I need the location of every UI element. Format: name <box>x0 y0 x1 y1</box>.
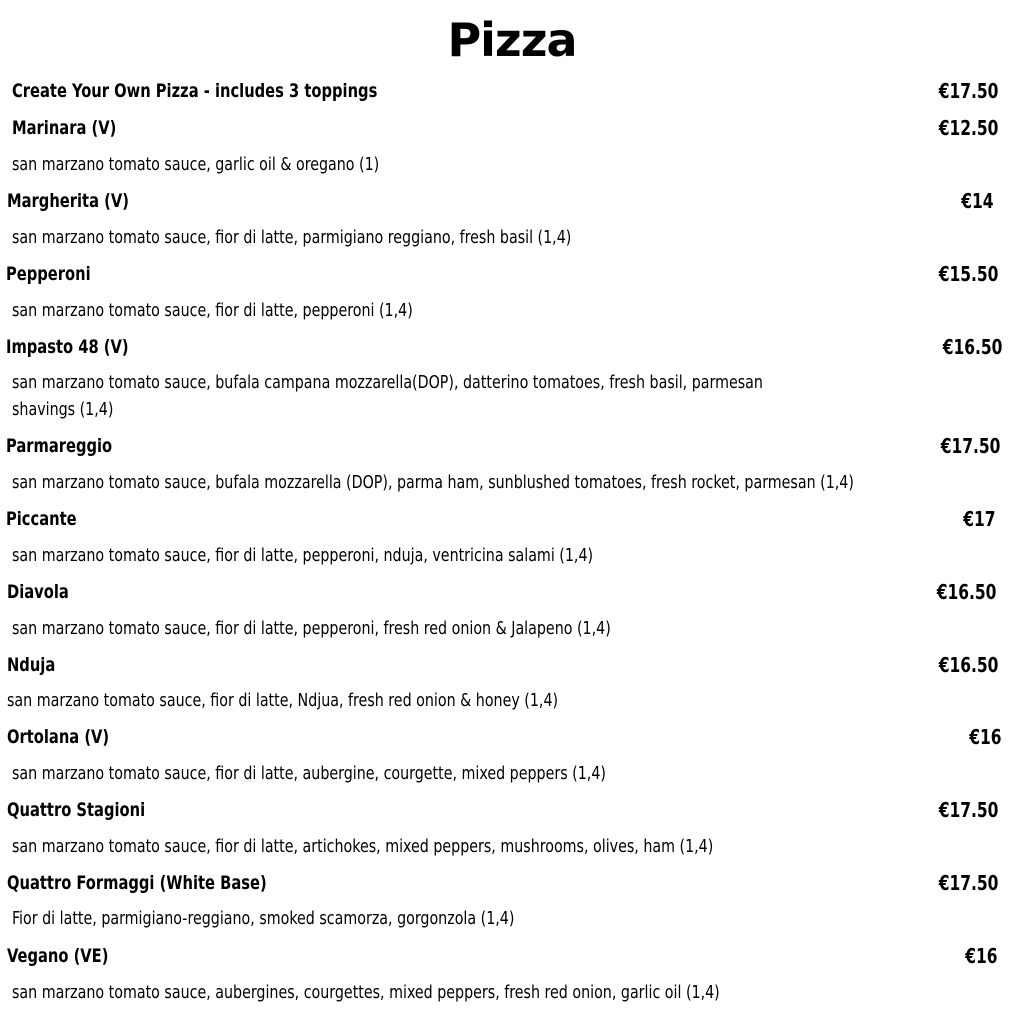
item-price: €16 <box>969 725 1002 749</box>
item-price: €16.50 <box>938 653 998 677</box>
menu-item <box>0 724 1024 788</box>
item-description: san marzano tomato sauce, fior di latte, parmigiano reggiano, fresh basil (1,4) <box>12 227 572 248</box>
item-price: €17.50 <box>938 79 998 103</box>
item-price: €17.50 <box>940 434 1000 458</box>
menu-item <box>0 115 1024 179</box>
item-description: san marzano tomato sauce, bufala mozzarella (DOP), parma ham, sunblushed tomatoes, fresh rocket, parmesan (1,4) <box>12 472 854 493</box>
item-description: san marzano tomato sauce, fior di latte, Ndjua, fresh red onion & honey (1,4) <box>7 690 559 711</box>
menu-item <box>0 870 1024 934</box>
item-price: €12.50 <box>938 116 998 140</box>
item-price: €14 <box>961 189 994 213</box>
menu-item <box>0 261 1024 325</box>
item-price: €17.50 <box>938 798 998 822</box>
item-description-continued: shavings (1,4) <box>12 399 114 420</box>
item-description: san marzano tomato sauce, fior di latte, pepperoni, fresh red onion & Jalapeno (1,4) <box>12 618 611 639</box>
item-price: €16.50 <box>936 580 996 604</box>
item-price: €16.50 <box>942 335 1002 359</box>
menu-item <box>0 652 1024 716</box>
item-name: Impasto 48 (V) <box>6 336 129 358</box>
item-name: Nduja <box>7 654 56 676</box>
menu-item <box>0 797 1024 861</box>
item-description: san marzano tomato sauce, aubergines, courgettes, mixed peppers, fresh red onion, garlic oil (1,4) <box>12 982 720 1003</box>
item-description: san marzano tomato sauce, fior di latte, pepperoni (1,4) <box>12 300 413 321</box>
item-description: san marzano tomato sauce, fior di latte, artichokes, mixed peppers, mushrooms, olives, ham (1,4) <box>12 836 714 857</box>
item-description: san marzano tomato sauce, fior di latte, aubergine, courgette, mixed peppers (1,4) <box>12 763 606 784</box>
item-description: san marzano tomato sauce, fior di latte, pepperoni, nduja, ventricina salami (1,4) <box>12 545 594 566</box>
menu-item <box>0 188 1024 252</box>
menu-item <box>0 506 1024 570</box>
item-name: Marinara (V) <box>12 117 117 139</box>
item-price: €15.50 <box>938 262 998 286</box>
item-name: Ortolana (V) <box>7 726 110 748</box>
item-name: Diavola <box>7 581 69 603</box>
item-description: Fior di latte, parmigiano-reggiano, smoked scamorza, gorgonzola (1,4) <box>12 908 515 929</box>
item-name: Quattro Stagioni <box>7 799 146 821</box>
item-description: san marzano tomato sauce, bufala campana mozzarella(DOP), datterino tomatoes, fresh basil, parmesan <box>12 372 763 393</box>
item-price: €17 <box>963 507 996 531</box>
item-price: €17.50 <box>938 871 998 895</box>
menu-item <box>0 78 1024 108</box>
menu-item <box>0 334 1024 424</box>
item-price: €16 <box>965 944 998 968</box>
item-name: Pepperoni <box>6 263 91 285</box>
menu-item <box>0 579 1024 643</box>
item-name: Vegano (VE) <box>7 945 109 967</box>
item-name: Create Your Own Pizza - includes 3 toppings <box>12 80 378 102</box>
item-name: Piccante <box>6 508 77 530</box>
item-name: Parmareggio <box>6 435 113 457</box>
item-name: Quattro Formaggi (White Base) <box>7 872 267 894</box>
menu-item <box>0 433 1024 497</box>
item-description: san marzano tomato sauce, garlic oil & oregano (1) <box>12 154 380 175</box>
menu-item <box>0 943 1024 1013</box>
item-name: Margherita (V) <box>7 190 129 212</box>
page-title: Pizza <box>447 13 577 67</box>
